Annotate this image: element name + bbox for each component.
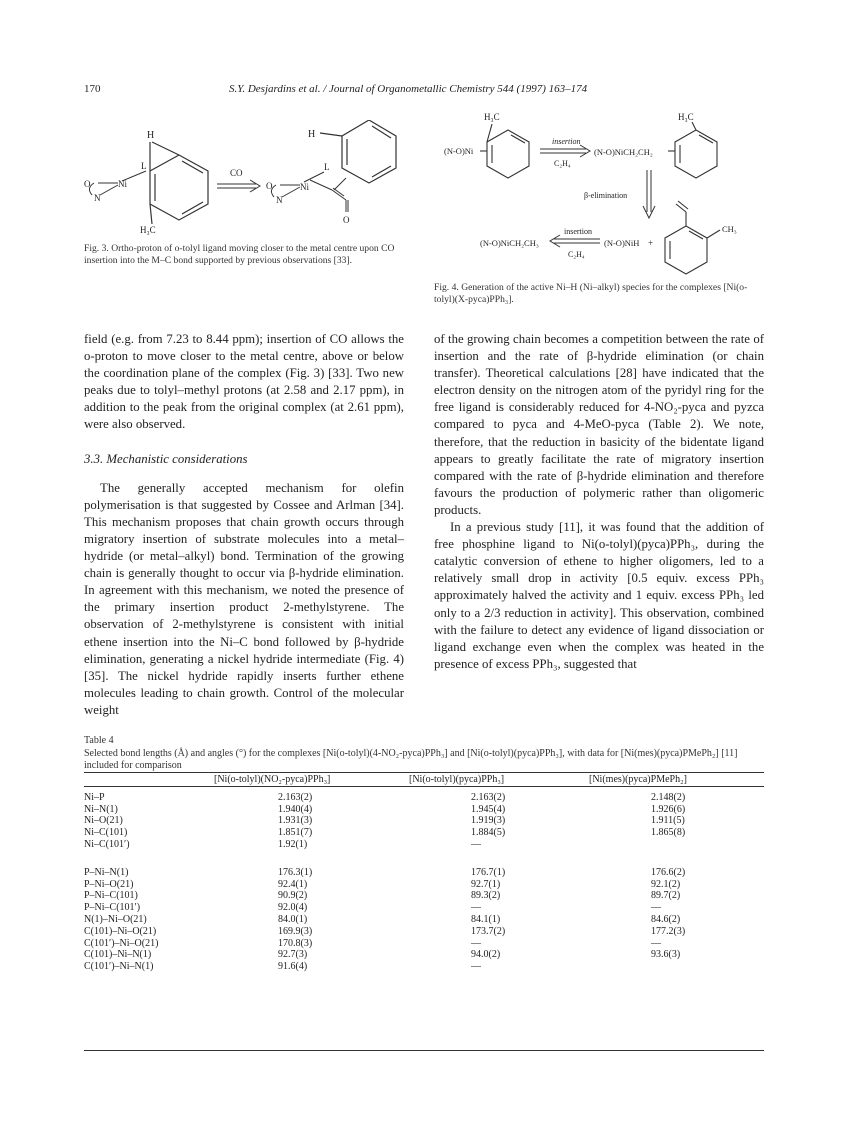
table-cell: 173.7(2): [471, 925, 506, 937]
section-heading: 3.3. Mechanistic considerations: [84, 451, 248, 466]
table-row: [84, 949, 764, 961]
table-cell: 92.1(2): [651, 878, 681, 890]
table-row-label: Ni–O(21): [84, 815, 123, 827]
table-col-3: [Ni(mes)(pyca)PMePh₂]: [589, 774, 687, 785]
fig4-insertion-top: insertion: [552, 137, 581, 146]
table-row-label: P–Ni–C(101): [84, 890, 138, 902]
table-row: [84, 914, 764, 926]
fig3-o2: O: [266, 181, 273, 191]
table-row-label: C(101′)–Ni–O(21): [84, 937, 159, 949]
table-row: [84, 786, 764, 804]
fig4-c2h4-bottom: C₂H₄: [568, 250, 585, 259]
table-4: [84, 774, 764, 973]
table-header-row: [84, 774, 764, 786]
fig3-o: O: [343, 215, 350, 225]
fig3-right-chelate: [271, 172, 348, 212]
table-cell: 1.92(1): [278, 838, 308, 850]
fig4-styrene-ring: [665, 201, 720, 274]
fig3-reaction-arrow: [217, 180, 260, 192]
table-cell: 91.6(4): [278, 961, 308, 973]
fig4-left-ring: [480, 124, 529, 178]
table-row-label: C(101)–Ni–O(21): [84, 925, 157, 937]
table-cell: 2.163(2): [471, 791, 506, 803]
fig3-n2: N: [276, 195, 283, 205]
table-row: [84, 839, 764, 851]
table-cell: 89.7(2): [651, 890, 681, 902]
table-row: [84, 815, 764, 827]
table-cell: 1.926(6): [651, 803, 686, 815]
table-row: [84, 890, 764, 902]
fig4-h3c-left: H₃C: [484, 112, 500, 122]
fig4-h3c-right: H₃C: [678, 112, 694, 122]
fig4-no-nih: (N-O)NiH: [604, 238, 640, 248]
table-cell: 92.7(3): [278, 949, 308, 961]
table-row-label: P–Ni–N(1): [84, 866, 129, 878]
fig4-right-ring: [668, 122, 717, 178]
table-row-label: P–Ni–C(101′): [84, 902, 141, 914]
table-cell: 94.0(2): [471, 949, 501, 961]
table-bottom-rule: [84, 1050, 764, 1051]
table-row-label: C(101)–Ni–N(1): [84, 949, 152, 961]
figure-4-caption: Fig. 4. Generation of the active Ni–H (Ni–alkyl) species for the complexes [Ni(o-tolyl)(X-pyca)PPh₃].: [434, 282, 748, 305]
fig4-beta-elimination: β-elimination: [584, 191, 628, 200]
table-cell: 1.911(5): [651, 815, 685, 827]
table-row: [84, 938, 764, 950]
fig3-left-ring: [150, 142, 208, 224]
table-top-rule: [84, 772, 764, 773]
table-cell: 170.8(3): [278, 937, 313, 949]
fig4-insertion-bottom: insertion: [564, 227, 592, 236]
fig3-right-ring: [320, 120, 396, 183]
table-cell: 176.6(2): [651, 866, 686, 878]
table-row: [84, 827, 764, 839]
table-cell: 84.1(1): [471, 913, 501, 925]
fig4-bottom-arrow: [550, 235, 600, 247]
table-col-0: [84, 774, 214, 786]
table-cell: 176.7(1): [471, 866, 506, 878]
table-cell: 169.9(3): [278, 925, 313, 937]
table-cell: —: [651, 937, 661, 949]
table-row: [84, 902, 764, 914]
table-cell: —: [471, 937, 481, 949]
table-cell: 1.931(3): [278, 815, 313, 827]
table-cell: 92.4(1): [278, 878, 308, 890]
table-cell: [589, 961, 764, 973]
table-4-label: Table 4: [84, 735, 114, 746]
table-cell: 2.148(2): [651, 791, 686, 803]
table-cell: —: [471, 838, 481, 850]
table-cell: —: [471, 902, 481, 914]
page-number: 170: [84, 83, 101, 95]
table-cell: 93.6(3): [651, 949, 681, 961]
table-row-label: C(101′)–Ni–N(1): [84, 961, 154, 973]
table-row: [84, 804, 764, 816]
table-col-1: [Ni(o-tolyl)(NO₂-pyca)PPh₃]: [214, 774, 331, 785]
right-para-1: of the growing chain becomes a competition between the rate of insertion and the rate of β-hydride elimination (or chain transfer). Theoretical calculations [28] have indicated that the electron density on the nitrogen atom of the pyridyl ring for the free ligand is considerably reduced for 4-NO₂-pyca and pyzca compared to pyca and 4-MeO-pyca (Table 2). We note, therefore, that the reduction in basicity of the bidentate ligand appears to greatly facilitate the rate of migratory insertion compared with the rate of β-hydride elimination and therefore favours the production of polymeric rather than oligomeric products.: [434, 332, 764, 517]
figure-4-scheme: [436, 108, 766, 278]
table-cell: 92.0(4): [278, 902, 308, 914]
fig4-product-top: (N-O)NiCH₂CH₂: [594, 147, 653, 157]
table-col-2: [Ni(o-tolyl)(pyca)PPh₃]: [409, 774, 505, 785]
fig4-no-ni: (N-O)Ni: [444, 146, 474, 156]
table-row-label: Ni–N(1): [84, 803, 118, 815]
fig4-ch3: CH₃: [722, 224, 737, 234]
table-row: [84, 879, 764, 891]
fig4-no-nich2ch3: (N-O)NiCH₂CH₃: [480, 238, 539, 248]
fig4-plus: +: [648, 238, 654, 248]
table-cell: 177.2(3): [651, 925, 686, 937]
fig3-ni2: Ni: [300, 182, 309, 192]
table-row: [84, 926, 764, 938]
table-cell: 84.0(1): [278, 913, 308, 925]
table-cell: 1.884(5): [471, 827, 506, 839]
table-cell: 1.865(8): [651, 827, 686, 839]
fig3-co: CO: [230, 168, 243, 178]
table-row-label: Ni–P: [84, 791, 105, 803]
fig3-h3c: H₃C: [140, 225, 156, 235]
table-cell: 90.9(2): [278, 890, 308, 902]
left-para-1: field (e.g. from 7.23 to 8.44 ppm); insertion of CO allows the o-proton to move closer to the metal centre, above or below the coordination plane of the complex (Fig. 3) [33]. Two new peaks due to tolyl–methyl protons (at 2.58 and 2.17 ppm), in addition to the peak from the original complex (at 2.61 ppm), were also observed.: [84, 332, 404, 432]
table-cell: 92.7(1): [471, 878, 501, 890]
right-column: [434, 331, 764, 673]
fig4-c2h4-top: C₂H₄: [554, 159, 571, 168]
table-cell: [589, 839, 764, 851]
fig3-h2: H: [308, 129, 316, 140]
right-para-2: In a previous study [11], it was found that the addition of free phosphine ligand to Ni(o-tolyl)(pyca)PPh₃, during the catalytic conversion of ethene to higher oligomers, led to a relatively small drop in activity [0.5 equiv. excess PPh₃ approximately halved the activity and 1 equiv. excess PPh₃ led only to a 2/3 reduction in activity]. This observation, combined with the failure to detect any evidence of ligand dissociation or ligand exchange even when the complex was heated in the presence of excess PPh₃, suggested that: [434, 520, 764, 671]
table-row: [84, 961, 764, 973]
fig3-n1: N: [94, 193, 101, 203]
figure-3-scheme: [84, 120, 414, 240]
table-row-label: Ni–C(101′): [84, 838, 130, 850]
table-cell: 89.3(2): [471, 890, 501, 902]
left-column: [84, 331, 404, 719]
table-cell: 1.919(3): [471, 815, 506, 827]
fig4-down-arrow: [643, 170, 655, 218]
table-row: [84, 851, 764, 879]
fig3-o1: O: [84, 179, 91, 189]
running-title: S.Y. Desjardins et al. / Journal of Organometallic Chemistry 544 (1997) 163–174: [229, 83, 588, 95]
fig4-top-arrow: [540, 145, 590, 157]
table-cell: 2.163(2): [278, 791, 313, 803]
table-cell: 1.851(7): [278, 827, 313, 839]
figure-3-caption: Fig. 3. Ortho-proton of o-tolyl ligand moving closer to the metal centre upon CO insertion into the M–C bond supported by previous observations [33].: [84, 243, 395, 266]
fig3-h1: H: [147, 130, 155, 141]
table-row-label: P–Ni–O(21): [84, 878, 134, 890]
table-cell: —: [651, 902, 661, 914]
fig3-l1: L: [141, 161, 147, 171]
table-row-label: Ni–C(101): [84, 827, 128, 839]
table-cell: 1.940(4): [278, 803, 313, 815]
table-cell: —: [471, 961, 481, 973]
table-4-caption: Selected bond lengths (Å) and angles (°) for the complexes [Ni(o-tolyl)(4-NO₂-pyca)PPh₃] and [Ni(o-tolyl)(pyca)PPh₃], with data for [Ni(mes)(pyca)PMePh₂] [11] included for comparison: [84, 748, 738, 771]
table-cell: 176.3(1): [278, 866, 313, 878]
table-cell: 1.945(4): [471, 803, 506, 815]
fig3-l2: L: [324, 162, 330, 172]
fig3-ni1: Ni: [118, 179, 127, 189]
table-cell: 84.6(2): [651, 913, 681, 925]
table-row-label: N(1)–Ni–O(21): [84, 913, 147, 925]
left-para-2: The generally accepted mechanism for olefin polymerisation is that suggested by Cossee and Arlman [34]. This mechanism proposes that chain growth occurs through migratory insertion of substrate molecules into a metal–hydride (or metal–alkyl) bond. Termination of the growing chain is generally thought to occur via β-hydride elimination. In agreement with this mechanism, we noted the presence of the primary insertion product 2-methylstyrene. The observation of 2-methylstyrene is consistent with initial ethene insertion into the Ni–C bond followed by β-hydride elimination, generating a nickel hydride intermediate (Fig. 4) [35]. The nickel hydride rapidly inserts further ethene molecules leading to chain growth. Control of the molecular weight: [84, 480, 404, 717]
